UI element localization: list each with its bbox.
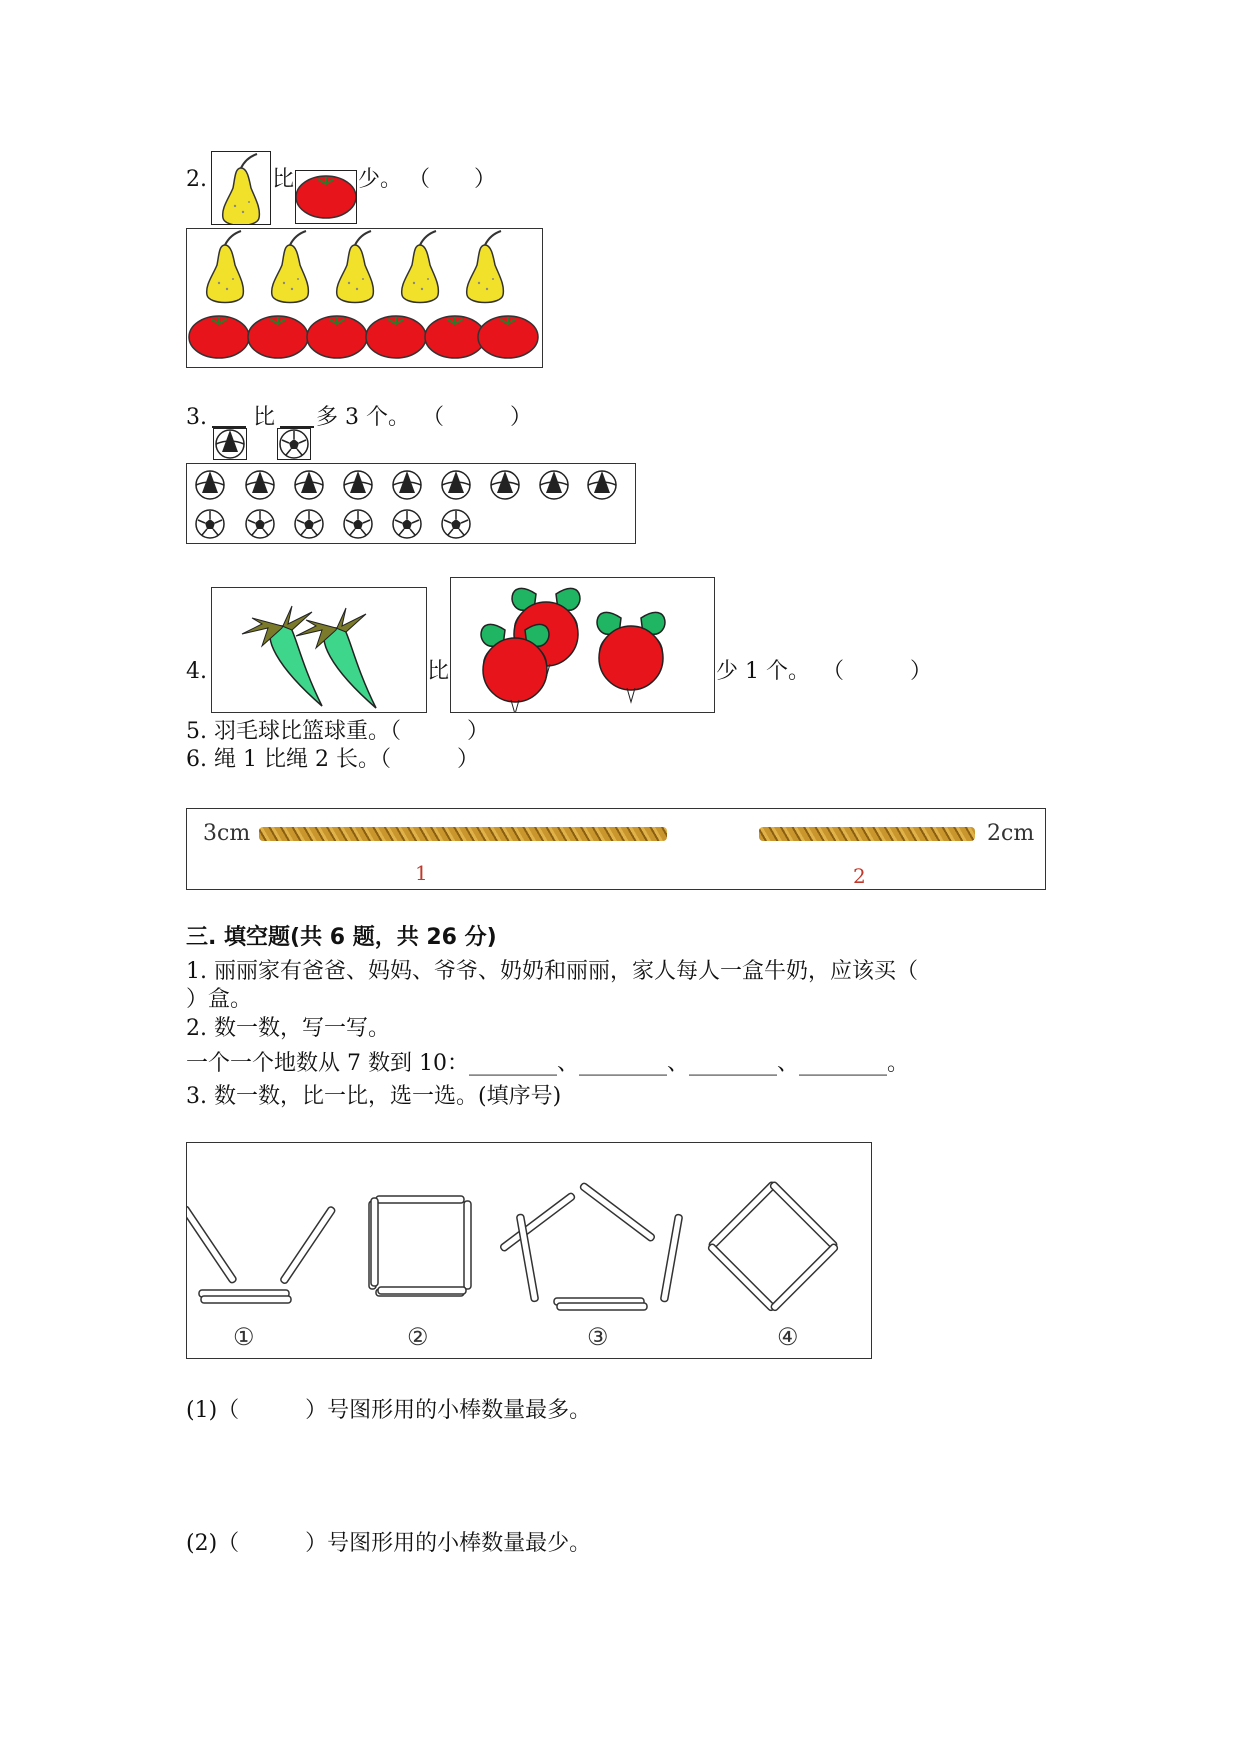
rope2-label: 2 [853,864,866,888]
q2-answer-blank[interactable]: （ ） [408,167,497,192]
rope2-length: 2cm [987,821,1035,846]
pentagon-shape [500,1182,683,1310]
shape-label-1: ① [233,1323,255,1351]
q4-number: 4. [186,659,207,684]
fruit-picture [186,228,543,368]
q4-word1: 比 [427,659,450,684]
rope2-image [759,827,975,841]
shape-label-4: ④ [777,1323,799,1351]
f1-line2: ）盒。 [186,987,253,1012]
q2-number: 2. [186,167,207,192]
soccer-ball-icon-box [277,428,311,460]
section-3-title: 三. 填空题(共 6 题，共 26 分) [186,925,497,950]
triangle-shape [187,1205,336,1303]
stick-shapes [187,1143,871,1358]
q6-text: 6. 绳 1 比绳 2 长。（ ） [186,747,479,772]
f3-title: 3. 数一数，比一比，选一选。(填序号) [186,1084,562,1109]
q3-word1: 比 [253,405,276,430]
tomato-icon [296,171,356,223]
carrots-picture [211,587,427,713]
q2-word2: 少。 [358,167,403,192]
volleyball-icon-box [213,428,247,460]
f2-title: 2. 数一数，写一写。 [186,1016,390,1041]
sticks-figure [186,1142,872,1359]
tomato-icon-box [295,170,357,224]
q3-number: 3. [186,405,207,430]
q3-word2: 多 3 个。 [316,405,410,430]
fruit-illustration [187,229,542,367]
q2-word1: 比 [272,167,295,192]
q3-answer-blank[interactable]: （ ） [422,405,533,430]
diamond-shape [707,1181,838,1312]
f1-line1: 1. 丽丽家有爸爸、妈妈、爷爷、奶奶和丽丽，家人每人一盒牛奶，应该买（ [186,959,918,984]
balls-illustration [187,464,635,543]
ropes-picture [186,808,1046,890]
f3-sub2[interactable]: (2)（ ）号图形用的小棒数量最少。 [186,1531,592,1556]
volleyball-icon [214,429,246,459]
f3-sub1[interactable]: (1)（ ）号图形用的小棒数量最多。 [186,1398,592,1423]
rope1-label: 1 [415,861,428,885]
pear-icon-box [211,151,271,225]
radishes-picture [450,577,715,713]
carrots-illustration [212,588,426,712]
square-shape [369,1196,471,1296]
radishes-illustration [451,578,714,712]
f2-count-line[interactable]: 一个一个地数从 7 数到 10：________、________、________、________。 [186,1051,909,1076]
rope1-image [259,827,667,841]
q4-answer-blank[interactable]: （ ） [822,659,933,684]
q5-text: 5. 羽毛球比篮球重。（ ） [186,719,489,744]
rope1-length: 3cm [203,821,251,846]
soccer-ball-icon [278,429,310,459]
shape-label-3: ③ [587,1323,609,1351]
shape-label-2: ② [407,1323,429,1351]
balls-picture [186,463,636,544]
q4-word2: 少 1 个。 [716,659,810,684]
pear-icon [212,152,270,224]
